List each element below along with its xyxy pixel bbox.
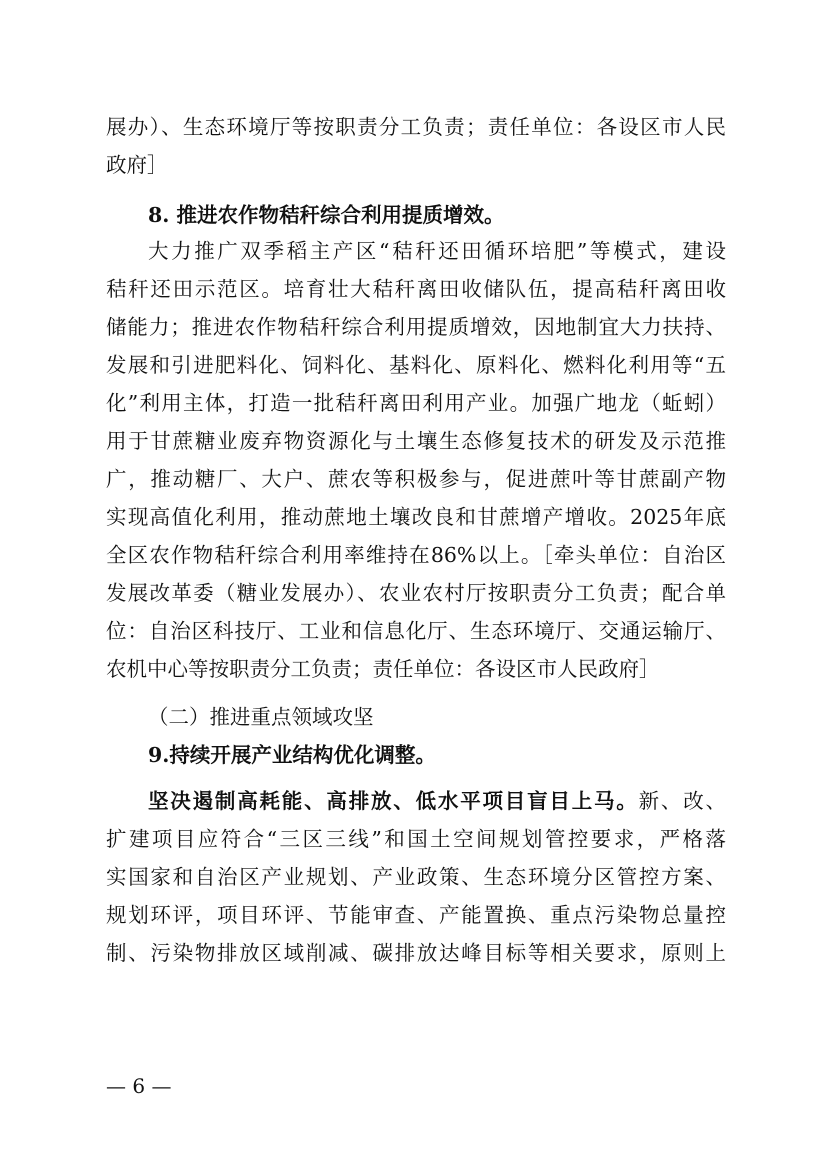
page-number: — 6 — xyxy=(106,1074,172,1098)
paragraph-1-line-2: 政府］ xyxy=(106,153,168,177)
paragraph-2-line-3: 储能力；推进农作物秸秆综合利用提质增效，因地制宜大力扶持、 xyxy=(106,315,726,339)
paragraph-2-line-10: 发展改革委（糖业发展办）、农业农村厅按职责分工负责；配合单 xyxy=(106,581,726,605)
paragraph-3-line-1 xyxy=(148,784,726,818)
paragraph-3-line-4: 规划环评，项目环评、节能审查、产能置换、重点污染物总量控 xyxy=(106,903,726,927)
paragraph-2-line-11: 位：自治区科技厅、工业和信息化厅、生态环境厅、交通运输厅、 xyxy=(106,619,726,643)
heading-item-8: 8. 推进农作物秸秆综合利用提质增效。 xyxy=(148,203,505,227)
paragraph-2-line-4: 发展和引进肥料化、饲料化、基料化、原料化、燃料化利用等“五 xyxy=(106,353,726,377)
section-subheading: （二）推进重点领域攻坚 xyxy=(148,705,374,729)
paragraph-3-line-3: 实国家和自治区产业规划、产业政策、生态环境分区管控方案、 xyxy=(106,865,726,889)
paragraph-3-line-2: 扩建项目应符合“三区三线”和国土空间规划管控要求，严格落 xyxy=(106,827,726,851)
paragraph-2-line-6: 用于甘蔗糖业废弃物资源化与土壤生态修复技术的研发及示范推 xyxy=(106,429,726,453)
paragraph-1-line-1: 展办）、生态环境厅等按职责分工负责；责任单位：各设区市人民 xyxy=(106,115,726,139)
paragraph-2-line-7: 广，推动糖厂、大户、蔗农等积极参与，促进蔗叶等甘蔗副产物 xyxy=(106,467,726,491)
paragraph-3-line-5: 制、污染物排放区域削减、碳排放达峰目标等相关要求，原则上 xyxy=(106,941,726,965)
paragraph-2-line-1: 大力推广双季稻主产区“秸秆还田循环培肥”等模式，建设 xyxy=(148,239,726,263)
paragraph-2-line-5: 化”利用主体，打造一批秸秆离田利用产业。加强广地龙（蚯蚓） xyxy=(106,391,726,415)
paragraph-2-line-9: 全区农作物秸秆综合利用率维持在86%以上。［牵头单位：自治区 xyxy=(106,543,726,567)
paragraph-2-line-2: 秸秆还田示范区。培育壮大秸秆离田收储队伍，提高秸秆离田收 xyxy=(106,277,726,301)
paragraph-3-line-1-rest: 新、改、 xyxy=(638,789,727,813)
paragraph-3-bold-lead: 坚决遏制高耗能、高排放、低水平项目盲目上马。 xyxy=(148,789,639,813)
paragraph-2-line-8: 实现高值化利用，推动蔗地土壤改良和甘蔗增产增收。2025年底 xyxy=(106,505,726,529)
heading-item-9: 9.持续开展产业结构优化调整。 xyxy=(148,743,436,767)
paragraph-2-line-12: 农机中心等按职责分工负责；责任单位：各设区市人民政府］ xyxy=(106,657,660,681)
